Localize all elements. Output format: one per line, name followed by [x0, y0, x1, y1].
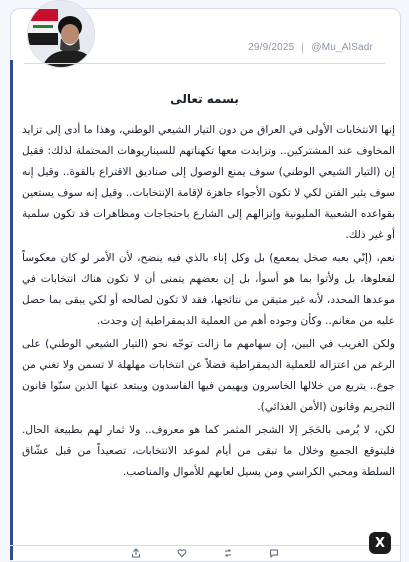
- heart-icon[interactable]: [177, 548, 187, 558]
- post-date: 29/9/2025: [248, 42, 295, 53]
- post-handle[interactable]: @Mu_AlSadr: [311, 42, 373, 53]
- accent-strip: [10, 60, 13, 560]
- avatar[interactable]: [27, 0, 95, 68]
- post-paragraph-1: إنها الانتخابات الأولى في العراق من دون التيار الشيعي الوطني، وهذا ما أدى إلى تزايد المخاوف عند المشتركين.. وتزايدت معها تكهناتهم للسيناريوهات المحتملة لذلك: فقيل إن (التيار الشيعي الوطني) سوف يمنع الوصول إلى صناديق الاقتراع بالقوة.. وقيل إنه سوف يثير الفتن لكي لا تكون الأجواء جاهزة لإقامة الإنتخابات.. وقيل إنه سوف يستعين بقواعده الشعبية المليونية وإنزالهم إلى الشارع باحتجاجات ومظاهرات قد تكون سلمية أو غير ذلك.: [22, 124, 395, 241]
- post-meta: [248, 42, 373, 53]
- post-paragraph-3: ولكن الغريب في البين، إن سهامهم ما زالت توجّه نحو (التيار الشيعي الوطني) على الرغم من اعتزاله للعملية الديمقراطية فضلاً عن انتخابات مهلهلة لا تسمن ولا تغني من جوع.. يتربع من خلالها الخاسرون ويهيمن فيها الفاسدون ويبتعد عنها الذين سنّوا قانون التجريم وقانون (الأمن الغذائي).: [22, 338, 395, 413]
- header-divider: [24, 63, 385, 64]
- post-paragraph-2: نعم، (إنّي بعبه صخل يمعمع) بل وكل إناء بالذي فيه ينضح، لأن الأمر لو كان معكوساً لفعلوها، بل ولأتوا بما هو أسوأ، بل إن بعضهم يتمنى أن لا تكون هناك انتخابات في موعدها المحدد، لأنه غير متيقن من نتائجها، فقد لا تكون لصالحه أو لكي يبقى بما حصل عليه من مغانم.. وكأن وجوده أهم من العملية الديمقراطية إن وجدت.: [22, 252, 395, 327]
- avatar-image: [28, 1, 94, 67]
- x-logo-icon[interactable]: X: [369, 532, 391, 554]
- meta-separator: [302, 43, 303, 53]
- repost-icon[interactable]: [223, 548, 233, 558]
- post-actions: [10, 545, 399, 560]
- post-paragraph-4: لكن، لا يُرمى بالحَجَر إلا الشجر المثمر كما هو معروف.. ولا ثمار لهم بطبيعة الحال. فليتوقع الجميع وخلال ما تبقى من أيام لموعد الانتخابات، تصعيداً من قبل عشّاق السلطة ومحبي الكراسي ومن يسيل لعابهم للأموال والمناصب.: [22, 424, 395, 478]
- share-icon[interactable]: [131, 548, 141, 558]
- post-body: [22, 120, 395, 485]
- post-bismillah: بسمه تعالى: [170, 92, 239, 106]
- reply-icon[interactable]: [269, 548, 279, 558]
